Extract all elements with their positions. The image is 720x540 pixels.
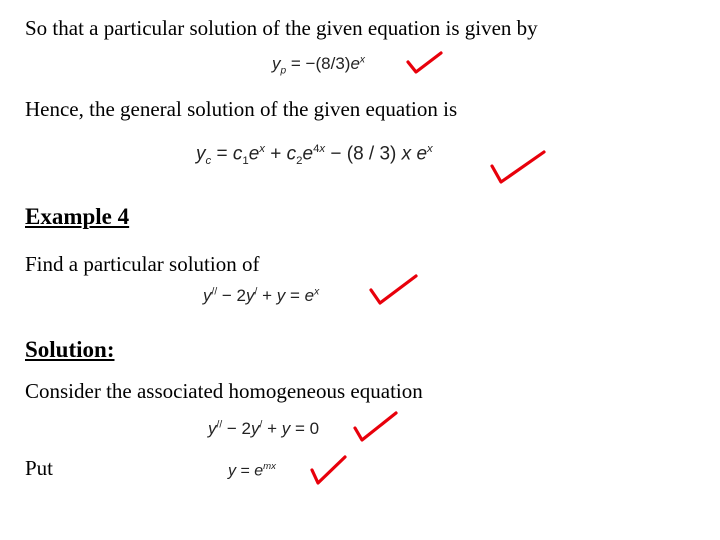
line-find-particular-solution: Find a particular solution of: [25, 252, 260, 276]
equation-yp: $y_p = -(8/3)e^x$: [272, 54, 365, 77]
line-general-solution-intro: Hence, the general solution of the given equation is: [25, 97, 458, 121]
checkmark-icon: [309, 454, 349, 488]
checkmark-icon: [488, 148, 548, 188]
line-homogeneous-equation: Consider the associated homogeneous equation: [25, 379, 423, 403]
checkmark-icon: [368, 272, 420, 308]
line-put: Put: [25, 456, 54, 480]
equation-yc: $y_c = c_1e^x + c_2e^{4x} - (8 / 3)$ x $e^x$: [196, 143, 433, 168]
equation-trial-solution: $y = e^{mx}$: [228, 461, 276, 480]
solution-heading: Solution:: [25, 337, 115, 362]
equation-ode: $y^{//} - 2y^/ + y = e^x$: [203, 286, 320, 305]
checkmark-icon: [352, 410, 400, 444]
line-particular-solution-intro: So that a particular solution of the given equation is given by: [25, 16, 538, 40]
checkmark-icon: [405, 50, 445, 76]
equation-homogeneous: y// − 2y/ + y = 0: [208, 419, 320, 438]
example-4-heading: Example 4: [25, 204, 130, 229]
